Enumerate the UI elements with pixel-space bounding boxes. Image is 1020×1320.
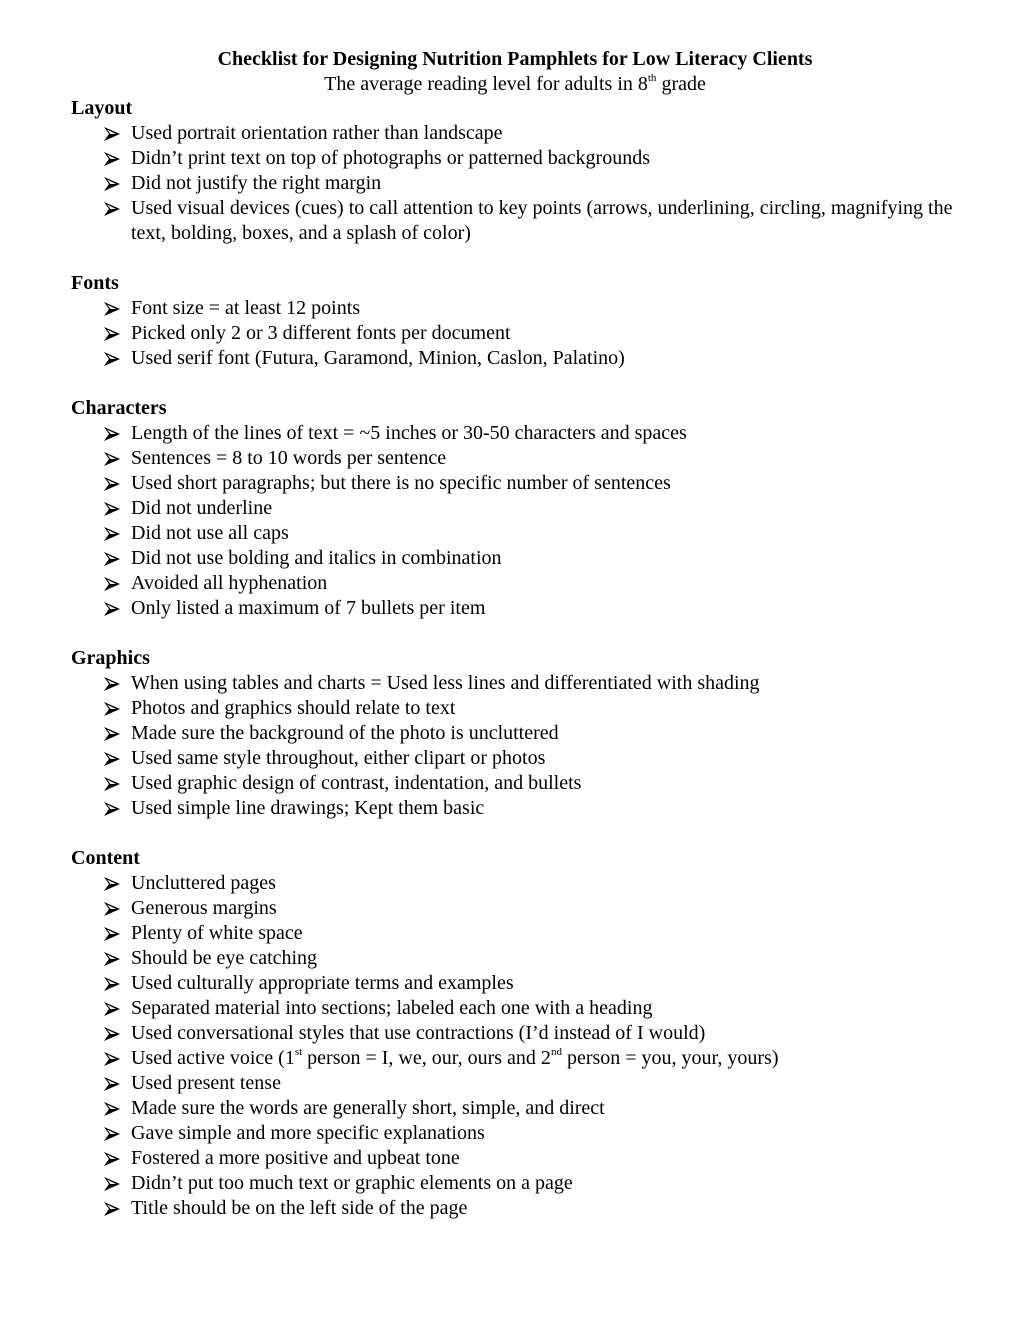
arrowhead-bullet-icon xyxy=(104,721,120,746)
arrowhead-bullet-icon xyxy=(104,546,120,571)
checklist-item xyxy=(71,1171,971,1196)
checklist-content xyxy=(71,96,971,1221)
text-run: person = I, we, our, ours and 2 xyxy=(302,1047,551,1069)
arrowhead-bullet-icon xyxy=(104,321,120,346)
checklist-item-text: Made sure the background of the photo is uncluttered xyxy=(131,722,559,744)
checklist-item-text: Uncluttered pages xyxy=(131,872,276,894)
section-heading: Graphics xyxy=(71,647,150,669)
arrowhead-bullet-icon xyxy=(104,296,120,321)
checklist-item-text xyxy=(131,1047,779,1069)
checklist-item xyxy=(71,896,971,921)
checklist-item-text: Did not use bolding and italics in combination xyxy=(131,547,502,569)
checklist-item-text: Used serif font (Futura, Garamond, Minion, Caslon, Palatino) xyxy=(131,347,625,369)
checklist-item-text: Length of the lines of text = ~5 inches or 30-50 characters and spaces xyxy=(131,422,687,444)
arrowhead-bullet-icon xyxy=(104,346,120,371)
checklist-item xyxy=(71,746,971,771)
checklist-item-text: Made sure the words are generally short, simple, and direct xyxy=(131,1097,605,1119)
checklist-item xyxy=(71,721,971,746)
section-spacer xyxy=(71,821,971,846)
page-title: Checklist for Designing Nutrition Pamphlets for Low Literacy Clients xyxy=(217,48,813,70)
arrowhead-bullet-icon xyxy=(104,596,120,621)
checklist-item-text: Did not use all caps xyxy=(131,522,289,544)
checklist-item xyxy=(71,521,971,546)
arrowhead-bullet-icon xyxy=(104,446,120,471)
text-run: person = you, your, yours) xyxy=(561,1047,779,1069)
section-heading: Layout xyxy=(71,97,133,119)
arrowhead-bullet-icon xyxy=(104,1046,120,1071)
arrowhead-bullet-icon xyxy=(104,696,120,721)
arrowhead-bullet-icon xyxy=(104,896,120,921)
arrowhead-bullet-icon xyxy=(104,871,120,896)
checklist-item xyxy=(71,171,971,196)
checklist-item xyxy=(71,346,971,371)
checklist-item xyxy=(71,596,971,621)
subtitle-text-end: grade xyxy=(656,73,706,95)
checklist-item xyxy=(71,1046,971,1071)
subtitle-text: The average reading level for adults in 8 xyxy=(324,73,648,95)
checklist-item xyxy=(71,946,971,971)
checklist-item xyxy=(71,121,971,146)
checklist-item xyxy=(71,996,971,1021)
arrowhead-bullet-icon xyxy=(104,171,120,196)
checklist-item-text: Didn’t put too much text or graphic elements on a page xyxy=(131,1172,573,1194)
arrowhead-bullet-icon xyxy=(104,796,120,821)
checklist-item xyxy=(71,921,971,946)
arrowhead-bullet-icon xyxy=(104,921,120,946)
arrowhead-bullet-icon xyxy=(104,746,120,771)
checklist-item-text: Separated material into sections; labeled each one with a heading xyxy=(131,997,653,1019)
arrowhead-bullet-icon xyxy=(104,996,120,1021)
checklist-item-text: Only listed a maximum of 7 bullets per item xyxy=(131,597,486,619)
checklist-item xyxy=(71,871,971,896)
checklist-item-text: Didn’t print text on top of photographs or patterned backgrounds xyxy=(131,147,650,169)
checklist-item-text: Did not justify the right margin xyxy=(131,172,382,194)
checklist-item xyxy=(71,471,971,496)
checklist-item xyxy=(71,771,971,796)
checklist-item-text: Used conversational styles that use contractions (I’d instead of I would) xyxy=(131,1022,706,1044)
arrowhead-bullet-icon xyxy=(104,946,120,971)
checklist-item-text: Used visual devices (cues) to call attention to key points (arrows, underlining, circling, magnifying the text, bolding, boxes, and a splash of color) xyxy=(131,197,953,244)
arrowhead-bullet-icon xyxy=(104,671,120,696)
checklist-item-text: Used same style throughout, either clipart or photos xyxy=(131,747,546,769)
arrowhead-bullet-icon xyxy=(104,1146,120,1171)
checklist-item xyxy=(71,1021,971,1046)
checklist-item-text: Did not underline xyxy=(131,497,273,519)
superscript: st xyxy=(294,1046,303,1058)
checklist-item-text: Photos and graphics should relate to text xyxy=(131,697,456,719)
checklist-item xyxy=(71,1146,971,1171)
checklist-item-text: Gave simple and more specific explanations xyxy=(131,1122,485,1144)
arrowhead-bullet-icon xyxy=(104,1096,120,1121)
checklist-item-text: Used short paragraphs; but there is no specific number of sentences xyxy=(131,472,671,494)
checklist-item xyxy=(71,796,971,821)
checklist-item xyxy=(71,421,971,446)
arrowhead-bullet-icon xyxy=(104,971,120,996)
checklist-item-text: Should be eye catching xyxy=(131,947,318,969)
checklist-item-text: Title should be on the left side of the page xyxy=(131,1197,468,1219)
checklist-item xyxy=(71,496,971,521)
checklist-item xyxy=(71,671,971,696)
subtitle-superscript: th xyxy=(647,72,657,84)
checklist-item xyxy=(71,696,971,721)
section-spacer xyxy=(71,371,971,396)
arrowhead-bullet-icon xyxy=(104,471,120,496)
arrowhead-bullet-icon xyxy=(104,1171,120,1196)
checklist-item xyxy=(71,146,971,171)
checklist-item xyxy=(71,1196,971,1221)
checklist-item-text: Used simple line drawings; Kept them basic xyxy=(131,797,485,819)
arrowhead-bullet-icon xyxy=(104,121,120,146)
text-run: Used active voice (1 xyxy=(131,1047,295,1069)
section-heading: Content xyxy=(71,847,140,869)
checklist-item-text: Sentences = 8 to 10 words per sentence xyxy=(131,447,447,469)
checklist-item xyxy=(71,971,971,996)
section-heading: Characters xyxy=(71,397,167,419)
checklist-item xyxy=(71,1071,971,1096)
checklist-item xyxy=(71,546,971,571)
arrowhead-bullet-icon xyxy=(104,521,120,546)
section-spacer xyxy=(71,246,971,271)
arrowhead-bullet-icon xyxy=(104,1196,120,1221)
section-heading: Fonts xyxy=(71,272,119,294)
checklist-item xyxy=(71,446,971,471)
checklist-item-text: Used portrait orientation rather than landscape xyxy=(131,122,503,144)
checklist-item-text: Used graphic design of contrast, indentation, and bullets xyxy=(131,772,582,794)
arrowhead-bullet-icon xyxy=(104,496,120,521)
checklist-item-text: Used culturally appropriate terms and examples xyxy=(131,972,514,994)
checklist-item-text: Generous margins xyxy=(131,897,277,919)
arrowhead-bullet-icon xyxy=(104,1021,120,1046)
checklist-item-text: Picked only 2 or 3 different fonts per document xyxy=(131,322,511,344)
arrowhead-bullet-icon xyxy=(104,1121,120,1146)
checklist-item xyxy=(71,296,971,321)
page-subtitle xyxy=(0,72,1020,97)
arrowhead-bullet-icon xyxy=(104,771,120,796)
arrowhead-bullet-icon xyxy=(104,146,120,171)
checklist-item xyxy=(71,571,971,596)
arrowhead-bullet-icon xyxy=(104,1071,120,1096)
checklist-item-text: When using tables and charts = Used less lines and differentiated with shading xyxy=(131,672,760,694)
checklist-item xyxy=(71,321,971,346)
arrowhead-bullet-icon xyxy=(104,421,120,446)
section-spacer xyxy=(71,621,971,646)
checklist-item xyxy=(71,196,971,246)
checklist-item-text: Used present tense xyxy=(131,1072,281,1094)
checklist-item xyxy=(71,1096,971,1121)
checklist-item-text: Plenty of white space xyxy=(131,922,303,944)
arrowhead-bullet-icon xyxy=(104,571,120,596)
checklist-item-text: Fostered a more positive and upbeat tone xyxy=(131,1147,460,1169)
checklist-item-text: Avoided all hyphenation xyxy=(131,572,328,594)
arrowhead-bullet-icon xyxy=(104,196,120,221)
checklist-item xyxy=(71,1121,971,1146)
checklist-item-text: Font size = at least 12 points xyxy=(131,297,361,319)
superscript: nd xyxy=(550,1046,562,1058)
